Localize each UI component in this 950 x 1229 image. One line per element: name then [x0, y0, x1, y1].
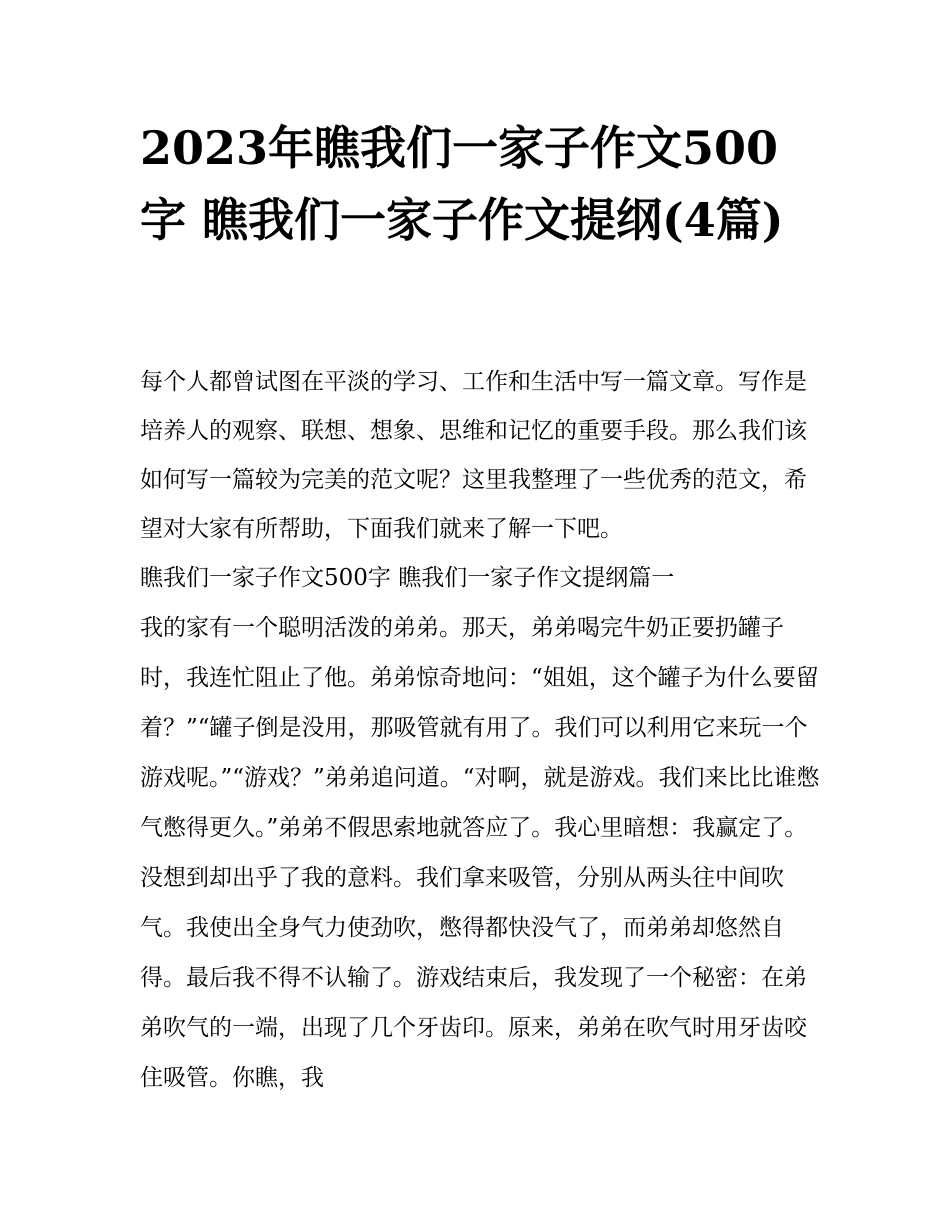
document-body	[140, 358, 820, 1103]
section-heading: 瞧我们一家子作文500字 瞧我们一家子作文提纲篇一	[140, 565, 675, 591]
article-paragraph: 我的家有一个聪明活泼的弟弟。那天，弟弟喝完牛奶正要扔罐子时，我连忙阻止了他。弟弟惊奇地问：“姐姐，这个罐子为什么要留着？”“罐子倒是没用，那吸管就有用了。我们可以利用它来玩一个游戏呢。”“游戏？”弟弟追问道。“对啊，就是游戏。我们来比比谁憋气憋得更久。”弟弟不假思索地就答应了。我心里暗想：我赢定了。没想到却出乎了我的意料。我们拿来吸管，分别从两头往中间吹气。我使出全身气力使劲吹，憋得都快没气了，而弟弟却悠然自得。最后我不得不认输了。游戏结束后，我发现了一个秘密：在弟弟吹气的一端，出现了几个牙齿印。原来，弟弟在吹气时用牙齿咬住吸管。你瞧，我	[140, 615, 820, 1091]
intro-paragraph: 每个人都曾试图在平淡的学习、工作和生活中写一篇文章。写作是培养人的观察、联想、想象、思维和记忆的重要手段。那么我们该如何写一篇较为完美的范文呢？这里我整理了一些优秀的范文，希望对大家有所帮助，下面我们就来了解一下吧。	[140, 369, 807, 542]
document-title: 2023年瞧我们一家子作文500字 瞧我们一家子作文提纲(4篇)	[140, 121, 784, 247]
